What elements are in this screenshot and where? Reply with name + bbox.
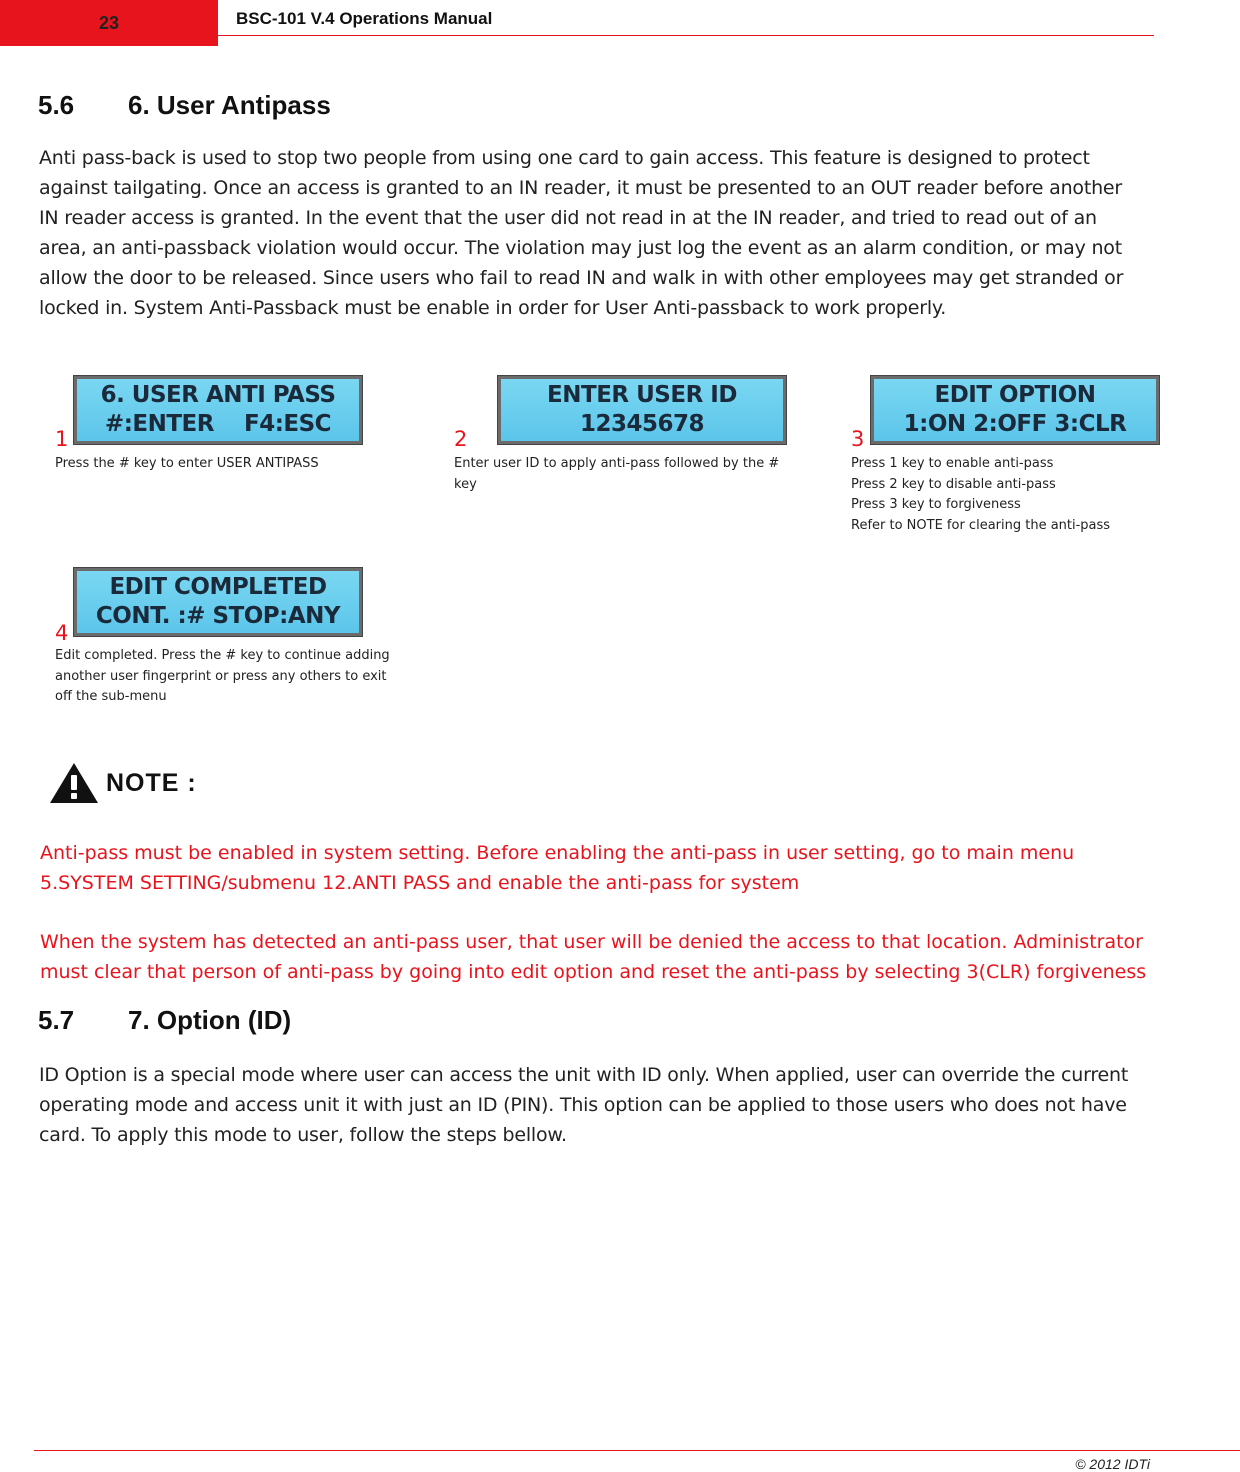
- paragraph-line: card. To apply this mode to user, follow the steps bellow.: [39, 1124, 567, 1146]
- copyright-notice: © 2012 IDTi: [1075, 1456, 1150, 1472]
- header-divider: [218, 35, 1154, 36]
- caption-line: key: [454, 476, 477, 492]
- step-2-caption: [454, 454, 779, 495]
- lcd-line-1: EDIT COMPLETED: [109, 574, 327, 600]
- section-title: 6. User Antipass: [128, 90, 331, 120]
- section-number: 5.6: [38, 90, 75, 120]
- note-paragraph-2: [40, 927, 1146, 987]
- note-header: [48, 760, 197, 806]
- paragraph-line: allow the door to be released. Since users who fail to read IN and walk in with other employees may get stranded or: [39, 267, 1124, 289]
- lcd-line-2: 1:ON 2:OFF 3:CLR: [903, 411, 1127, 437]
- step-1-number: 1: [55, 427, 69, 451]
- step-2-number: 2: [454, 427, 468, 451]
- section-5-7-paragraph: [39, 1060, 1128, 1150]
- caption-line: another user fingerprint or press any others to exit: [55, 668, 387, 684]
- caption-line: Press 3 key to forgiveness: [851, 497, 1021, 512]
- section-title: 7. Option (ID): [128, 1005, 292, 1035]
- step-3-caption: [851, 454, 1110, 536]
- lcd-screen-step-4: [73, 567, 363, 637]
- section-heading-5-7: [38, 1005, 291, 1036]
- document-title: BSC-101 V.4 Operations Manual: [236, 9, 493, 28]
- step-3-number: 3: [851, 427, 865, 451]
- note-line: must clear that person of anti-pass by going into edit option and reset the anti-pass by selecting 3(CLR) forgiveness: [40, 961, 1147, 983]
- step-1-caption: [55, 454, 319, 475]
- note-paragraph-1: [40, 838, 1074, 898]
- caption-line: Press 2 key to disable anti-pass: [851, 476, 1056, 492]
- section-heading-5-6: [38, 90, 331, 121]
- step-4-caption: [55, 646, 390, 708]
- section-5-6-paragraph: [39, 143, 1123, 323]
- footer-divider: [34, 1450, 1240, 1451]
- lcd-line-1: EDIT OPTION: [934, 382, 1096, 408]
- lcd-line-1: 6. USER ANTI PASS: [100, 382, 336, 408]
- lcd-screen-step-2: [497, 375, 787, 445]
- lcd-line-2: 12345678: [579, 411, 705, 437]
- caption-line: Edit completed. Press the # key to continue adding: [55, 648, 390, 663]
- paragraph-line: area, an anti-passback violation would occur. The violation may just log the event as an alarm condition, or may not: [39, 237, 1122, 259]
- paragraph-line: ID Option is a special mode where user can access the unit with ID only. When applied, user can override the current: [39, 1064, 1129, 1086]
- lcd-line-2: #:ENTER F4:ESC: [104, 411, 332, 437]
- warning-icon: [48, 760, 100, 806]
- lcd-screen-step-1: [73, 375, 363, 445]
- note-line: When the system has detected an anti-pass user, that user will be denied the access to that location. Administrator: [40, 931, 1143, 953]
- note-line: Anti-pass must be enabled in system setting. Before enabling the anti-pass in user setting, go to main menu: [40, 842, 1075, 864]
- paragraph-line: Anti pass-back is used to stop two people from using one card to gain access. This feature is designed to protect: [39, 147, 1090, 169]
- section-number: 5.7: [38, 1005, 75, 1035]
- paragraph-line: IN reader access is granted. In the event that the user did not read in at the IN reader, and tried to read out of an: [39, 207, 1097, 229]
- paragraph-line: locked in. System Anti-Passback must be enable in order for User Anti-passback to work properly.: [39, 297, 947, 319]
- paragraph-line: against tailgating. Once an access is granted to an IN reader, it must be presented to an OUT reader before another: [39, 177, 1123, 199]
- caption-line: Press 1 key to enable anti-pass: [851, 456, 1054, 471]
- paragraph-line: operating mode and access unit it with just an ID (PIN). This option can be applied to those users who does not have: [39, 1094, 1127, 1116]
- lcd-line-1: ENTER USER ID: [547, 382, 737, 408]
- caption-line: off the sub-menu: [55, 689, 167, 704]
- step-4-number: 4: [55, 621, 69, 645]
- caption-line: Press the # key to enter USER ANTIPASS: [55, 456, 319, 471]
- lcd-line-2: CONT. :# STOP:ANY: [95, 603, 341, 629]
- lcd-screen-step-3: [870, 375, 1160, 445]
- caption-line: Refer to NOTE for clearing the anti-pass: [851, 517, 1111, 533]
- caption-line: Enter user ID to apply anti-pass followed by the #: [454, 456, 780, 471]
- note-line: 5.SYSTEM SETTING/submenu 12.ANTI PASS and enable the anti-pass for system: [40, 872, 800, 894]
- note-label: NOTE :: [106, 768, 197, 797]
- page-number: 23: [0, 0, 218, 46]
